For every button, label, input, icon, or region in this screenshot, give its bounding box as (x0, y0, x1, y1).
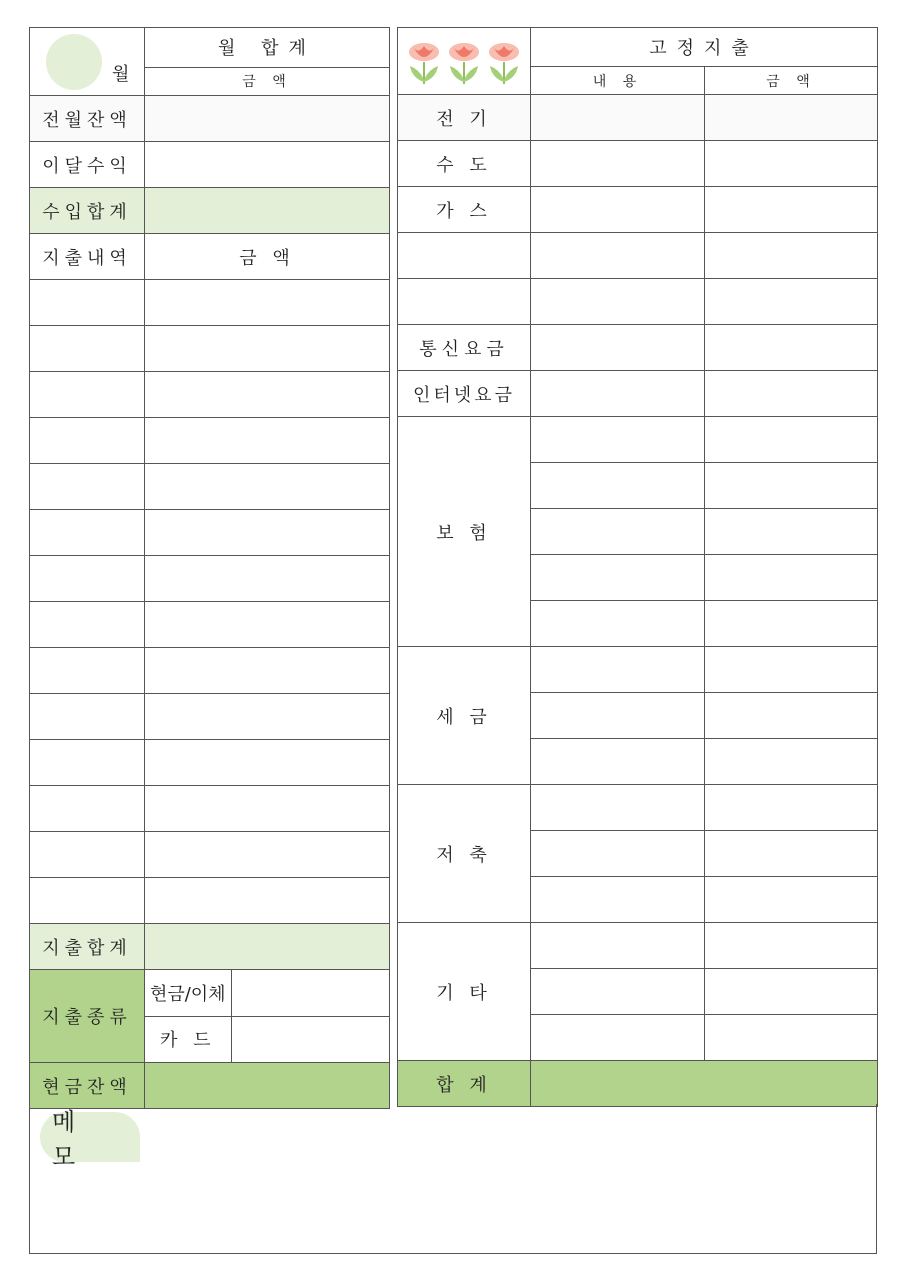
expense-item-input[interactable] (30, 602, 145, 648)
fixed-amount-input[interactable] (705, 877, 878, 923)
fixed-amount-input[interactable] (705, 601, 878, 647)
expense-amount-input[interactable] (145, 648, 390, 694)
expense-item-input[interactable] (30, 832, 145, 878)
fixed-content-input[interactable] (531, 279, 705, 325)
fixed-total-input[interactable] (531, 1061, 878, 1107)
monthly-total-table: 월 월 합계 금 액 전월잔액 이달수익 수입합계 지출내역 금 액 지출합계 지출종류 현금/이체 카 드 현금잔액 (29, 27, 390, 1109)
income-input[interactable] (145, 142, 390, 188)
expense-amount-input[interactable] (145, 418, 390, 464)
fixed-label: 전 기 (398, 95, 531, 141)
fixed-content-input[interactable] (531, 969, 705, 1015)
fixed-amount-input[interactable] (705, 923, 878, 969)
fixed-content-input[interactable] (531, 555, 705, 601)
expense-amount-input[interactable] (145, 280, 390, 326)
expense-amount-input[interactable] (145, 740, 390, 786)
fixed-label: 보 험 (398, 417, 531, 647)
fixed-content-input[interactable] (531, 1015, 705, 1061)
fixed-amount-input[interactable] (705, 831, 878, 877)
fixed-amount-input[interactable] (705, 647, 878, 693)
fixed-amount-input[interactable] (705, 187, 878, 233)
fixed-content-input[interactable] (531, 923, 705, 969)
fixed-content-input[interactable] (531, 95, 705, 141)
expense-amount-input[interactable] (145, 510, 390, 556)
income-total-input[interactable] (145, 188, 390, 234)
expense-item-input[interactable] (30, 878, 145, 924)
fixed-label (398, 233, 531, 279)
expense-item-input[interactable] (30, 648, 145, 694)
expense-amount-input[interactable] (145, 602, 390, 648)
expense-amount-input[interactable] (145, 326, 390, 372)
fixed-content-input[interactable] (531, 417, 705, 463)
fixed-expense-table: 고정지출 내 용 금 액 전 기 수 도 가 스 통신요금 인터넷요금 보 험 세 금 저 축 기 타 합 계 (397, 27, 878, 1107)
memo-label: 메 모 (40, 1112, 140, 1162)
fixed-content-input[interactable] (531, 647, 705, 693)
expense-item-input[interactable] (30, 280, 145, 326)
fixed-content-input[interactable] (531, 463, 705, 509)
tulip-icon (406, 40, 442, 88)
monthly-total-title: 월 합계 (145, 28, 390, 68)
fixed-content-input[interactable] (531, 325, 705, 371)
fixed-label: 기 타 (398, 923, 531, 1061)
expense-item-input[interactable] (30, 372, 145, 418)
fixed-label: 인터넷요금 (398, 371, 531, 417)
month-cell[interactable]: 월 (30, 28, 145, 96)
fixed-content-input[interactable] (531, 831, 705, 877)
fixed-amount-input[interactable] (705, 95, 878, 141)
expense-amount-input[interactable] (145, 372, 390, 418)
fixed-amount-input[interactable] (705, 325, 878, 371)
fixed-label: 수 도 (398, 141, 531, 187)
fixed-content-input[interactable] (531, 141, 705, 187)
fixed-content-input[interactable] (531, 785, 705, 831)
expense-item-input[interactable] (30, 510, 145, 556)
fixed-amount-input[interactable] (705, 463, 878, 509)
fixed-amount-input[interactable] (705, 279, 878, 325)
expense-amount-input[interactable] (145, 556, 390, 602)
fixed-amount-input[interactable] (705, 785, 878, 831)
fixed-content-input[interactable] (531, 877, 705, 923)
cash-input[interactable] (231, 970, 389, 1016)
expense-amount-input[interactable] (145, 832, 390, 878)
fixed-label: 저 축 (398, 785, 531, 923)
expense-amount-input[interactable] (145, 878, 390, 924)
fixed-content-input[interactable] (531, 693, 705, 739)
fixed-label: 통신요금 (398, 325, 531, 371)
expense-amount-input[interactable] (145, 464, 390, 510)
expense-item-input[interactable] (30, 786, 145, 832)
fixed-label (398, 279, 531, 325)
fixed-content-input[interactable] (531, 509, 705, 555)
expense-item-input[interactable] (30, 556, 145, 602)
cash-balance-input[interactable] (145, 1063, 390, 1109)
expense-item-input[interactable] (30, 418, 145, 464)
fixed-content-input[interactable] (531, 233, 705, 279)
fixed-amount-input[interactable] (705, 371, 878, 417)
tulip-decoration (398, 28, 531, 95)
memo-area[interactable] (29, 1104, 877, 1254)
fixed-content-input[interactable] (531, 371, 705, 417)
fixed-amount-input[interactable] (705, 693, 878, 739)
expense-item-input[interactable] (30, 464, 145, 510)
fixed-amount-input[interactable] (705, 233, 878, 279)
expense-amount-input[interactable] (145, 694, 390, 740)
month-circle (46, 34, 102, 90)
expense-item-input[interactable] (30, 740, 145, 786)
fixed-amount-input[interactable] (705, 739, 878, 785)
card-input[interactable] (231, 1016, 389, 1062)
fixed-content-input[interactable] (531, 601, 705, 647)
tulip-icon (446, 40, 482, 88)
fixed-amount-input[interactable] (705, 417, 878, 463)
expense-amount-input[interactable] (145, 786, 390, 832)
prev-balance-input[interactable] (145, 96, 390, 142)
fixed-amount-input[interactable] (705, 141, 878, 187)
fixed-amount-input[interactable] (705, 969, 878, 1015)
fixed-amount-input[interactable] (705, 1015, 878, 1061)
fixed-content-input[interactable] (531, 739, 705, 785)
fixed-label: 가 스 (398, 187, 531, 233)
fixed-content-input[interactable] (531, 187, 705, 233)
expense-item-input[interactable] (30, 326, 145, 372)
fixed-label: 세 금 (398, 647, 531, 785)
fixed-amount-input[interactable] (705, 509, 878, 555)
expense-total-input[interactable] (145, 924, 390, 970)
fixed-amount-input[interactable] (705, 555, 878, 601)
expense-item-input[interactable] (30, 694, 145, 740)
tulip-icon (486, 40, 522, 88)
